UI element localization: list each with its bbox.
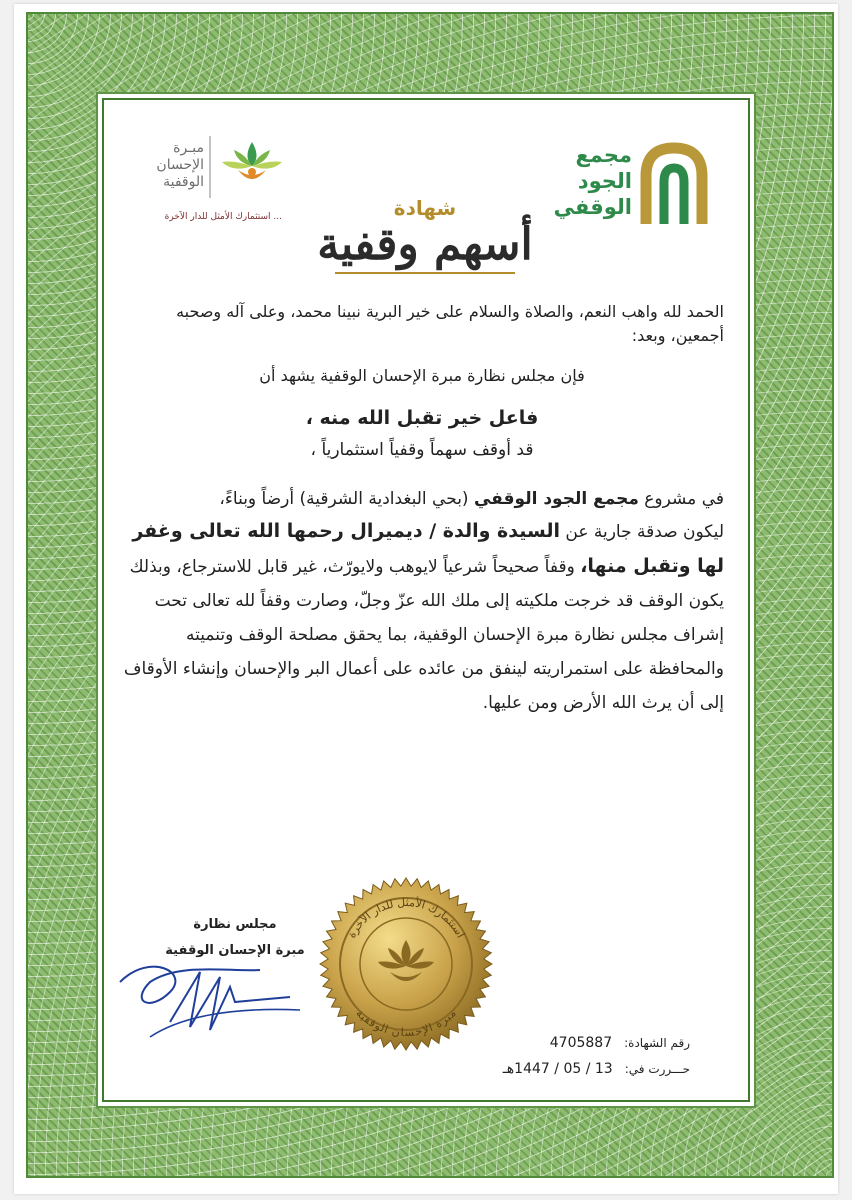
date-label: حـــررت في: [624, 1062, 690, 1076]
title-ornament [335, 272, 515, 274]
ihsan-name-line2: الإحسان [156, 157, 204, 173]
intro-paragraph: الحمد لله واهب النعم، والصلاة والسلام على خير البرية نبينا محمد، وعلى آله وصحبه أجمعين، وبعد: [176, 302, 724, 345]
title-big: أسهم وقفية [317, 219, 533, 270]
beneficiary: السيدة والدة / ديميرال رحمها الله تعالى وغفر لها وتقبل منها، [132, 520, 724, 577]
charity-prefix: ليكون صدقة جارية عن [565, 522, 724, 542]
jood-arch-icon [638, 142, 710, 226]
seal-top-text: استثمارك الأمثل للدار الآخرة [344, 895, 468, 941]
ihsan-tagline: ... استثمارك الأمثل للدار الآخرة [164, 212, 282, 222]
ihsan-name-line1: مبـرة [173, 140, 204, 156]
handwritten-signature-icon [110, 942, 310, 1042]
waqf-conditions: وقفاً صحيحاً شرعياً لايوهب ولايورّث، غير قابل للاسترجاع، وبذلك يكون الوقف قد خرجت ملكيته إلى ملك الله عزّ وجلّ، وصارت وقفاً لله تعالى تحت إشراف مجلس نظارة مبرة الإحسان الوقفية، بما يحقق مصلحة الوقف وتنميته والمحافظة على استمراريته لينفق من عائده على أعمال البر والإحسان وإنشاء الأوقاف إلى أن يرث الله الأرض ومن عليها. [123, 557, 724, 713]
cert-number-label: رقم الشهادة: [624, 1036, 690, 1050]
ihsan-name-line3: الوقفية [163, 174, 204, 190]
project-paragraph [120, 484, 724, 514]
gold-seal-icon [318, 876, 494, 1052]
seal-bottom-text: مبرة الإحسان الوقفية [353, 1006, 459, 1040]
jood-line2: الجود [577, 169, 632, 193]
project-name: مجمع الجود الوقفي [473, 489, 639, 509]
gold-seal [318, 876, 494, 1052]
certificate-meta [440, 1030, 690, 1082]
ihsan-logo [120, 128, 300, 228]
jood-line3: الوقفي [553, 195, 632, 219]
certificate-title [300, 196, 550, 306]
certificate-body [120, 300, 724, 720]
date-row [440, 1056, 690, 1082]
project-suffix: (بحي البغدادية الشرقية) أرضاً وبناءً، [219, 489, 469, 509]
issue-date: 13 / 05 / 1447هـ [502, 1061, 613, 1077]
donor-name: فاعل خير تقبل الله منه ، [305, 407, 539, 429]
cert-number: 4705887 [549, 1035, 613, 1051]
cert-number-row [440, 1030, 690, 1056]
jood-logo [548, 142, 718, 232]
title-small: شهادة [393, 196, 457, 220]
endowed-line: قد أوقف سهماً وقفياً استثمارياً ، [310, 440, 534, 460]
signature-line2: مبرة الإحسان الوقفية [165, 943, 305, 958]
jood-line1: مجمع [575, 143, 632, 167]
signature-block [150, 912, 320, 964]
signature-line1: مجلس نظارة [193, 917, 277, 932]
council-line: فإن مجلس نظارة مبرة الإحسان الوقفية يشهد أن [259, 366, 585, 385]
charity-paragraph [120, 514, 724, 720]
project-prefix: في مشروع [644, 489, 724, 509]
